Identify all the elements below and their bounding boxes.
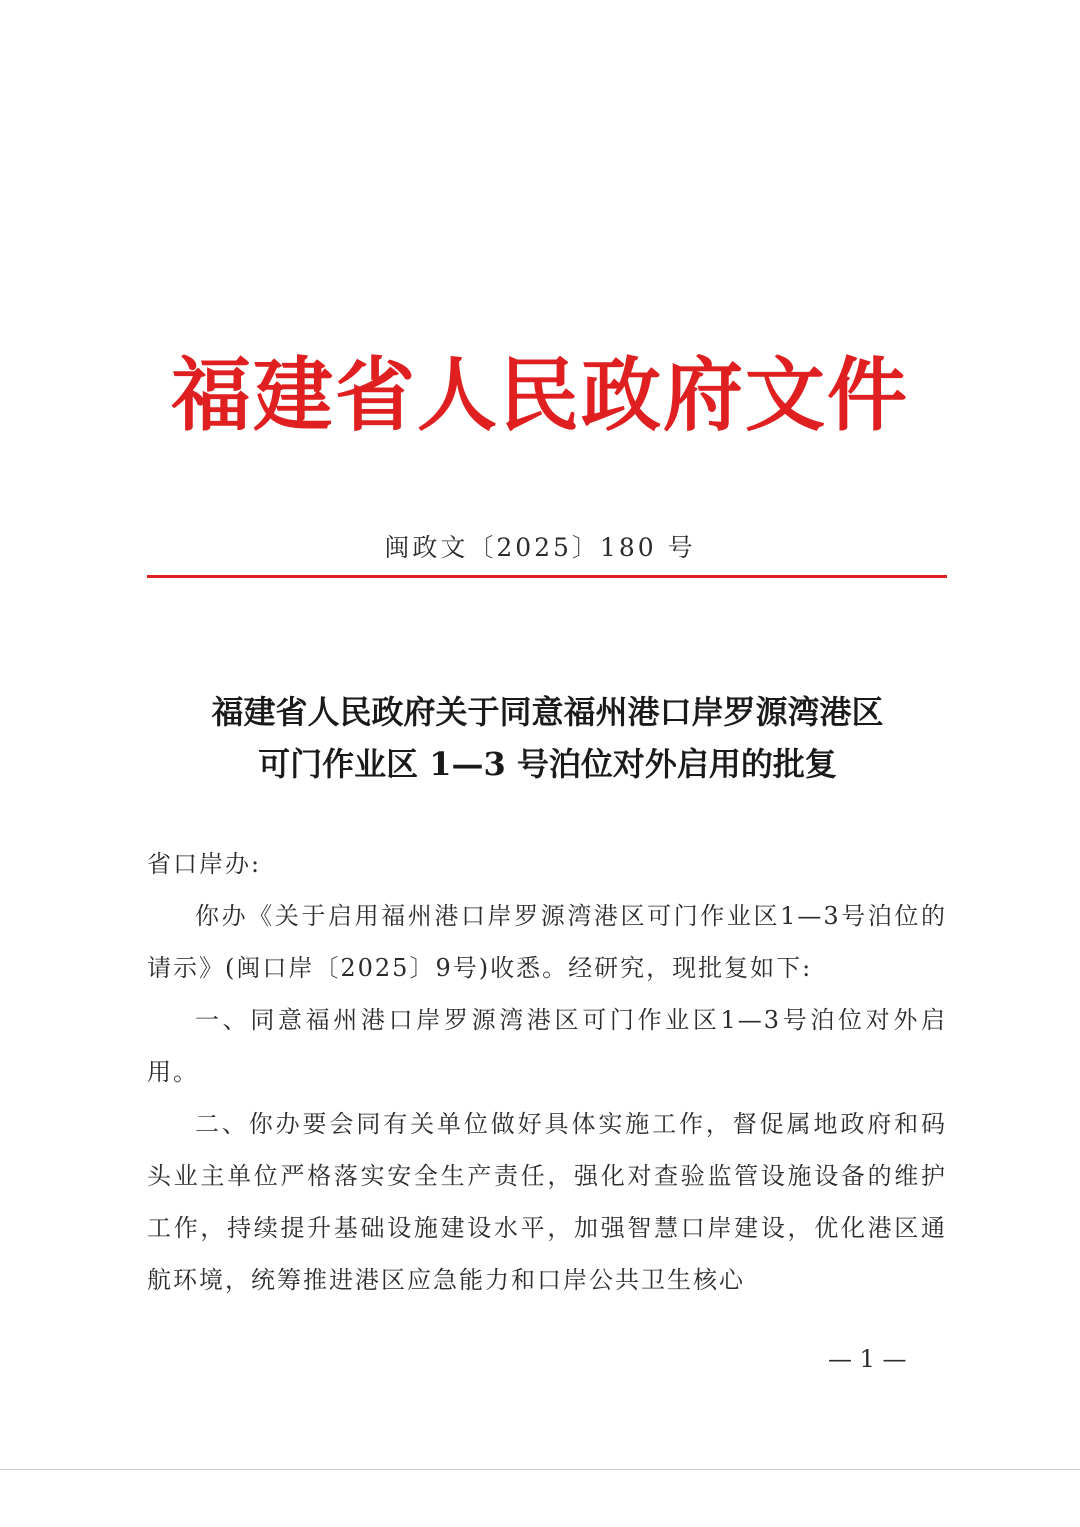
- document-title-line-2: 可门作业区 1—3 号泊位对外启用的批复: [258, 745, 837, 783]
- document-header-title: 福建省人民政府文件: [171, 348, 909, 442]
- recipient: 省口岸办:: [147, 850, 262, 878]
- document-title: [120, 686, 975, 790]
- document-number: 闽政文〔2025〕180 号: [384, 533, 696, 562]
- body-paragraph-3: 二、你办要会同有关单位做好具体实施工作，督促属地政府和码头业主单位严格落实安全生产责任，强化对查验监管设施设备的维护工作，持续提升基础设施建设水平，加强智慧口岸建设，优化港区通航环境，统筹推进港区应急能力和口岸公共卫生核心: [147, 1110, 947, 1294]
- document-body: [147, 838, 947, 1306]
- body-paragraph-2: 一、同意福州港口岸罗源湾港区可门作业区1—3号泊位对外启用。: [147, 1006, 947, 1086]
- body-paragraph-1: 你办《关于启用福州港口岸罗源湾港区可门作业区1—3号泊位的请示》(闽口岸〔2025〕9号)收悉。经研究，现批复如下:: [147, 902, 947, 982]
- page-bottom-divider: [0, 1469, 1080, 1470]
- page-number: — 1 —: [828, 1345, 907, 1373]
- red-divider-line: [147, 575, 947, 578]
- document-title-line-1: 福建省人民政府关于同意福州港口岸罗源湾港区: [211, 693, 884, 731]
